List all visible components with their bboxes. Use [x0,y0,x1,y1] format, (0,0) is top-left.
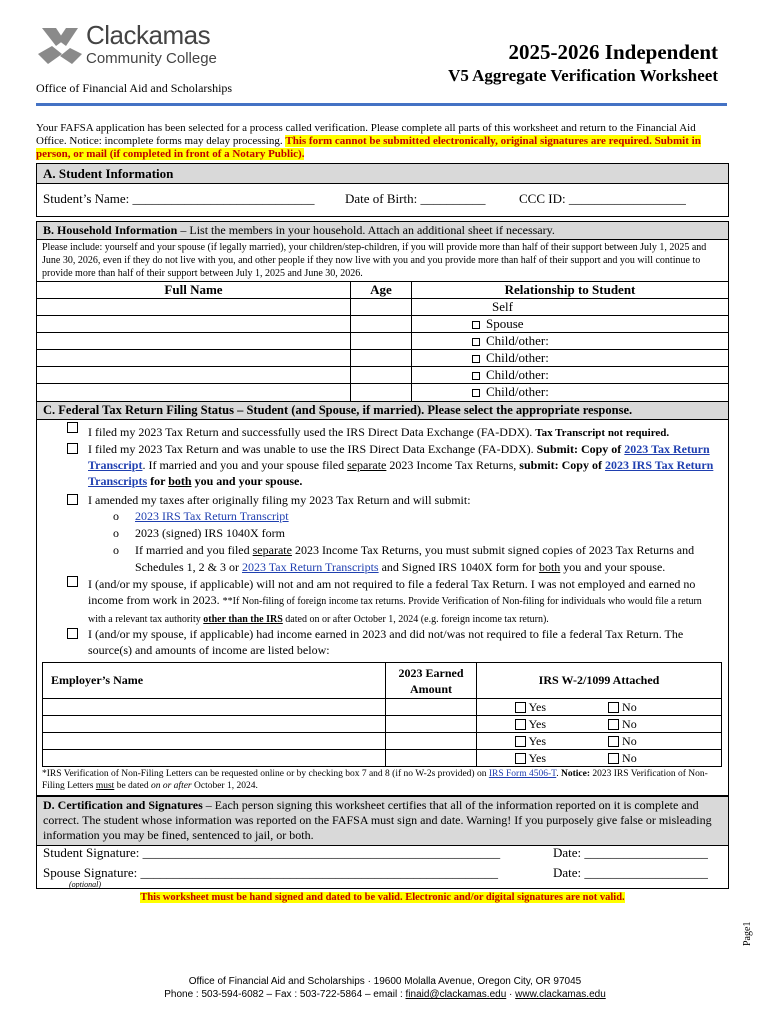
col-relationship: Relationship to Student [412,282,729,299]
checkbox-option-3[interactable] [67,494,78,505]
col-employer: Employer’s Name [43,663,386,699]
table-row[interactable] [43,699,386,716]
checkbox-option-5[interactable] [67,628,78,639]
page-title: 2025-2026 Independent [508,40,718,64]
dob-field[interactable]: Date of Birth: __________ [345,191,486,206]
tax-transcript-link[interactable]: 2023 Tax Return Transcript [88,442,710,472]
checkbox-option-4[interactable] [67,576,78,587]
student-signature-field[interactable]: Student Signature: _______________________________________________________ [43,845,501,860]
option-3: I amended my taxes after originally filing my 2023 Tax Return and will submit: [67,492,717,508]
table-row[interactable] [43,716,386,733]
section-c [36,401,729,796]
no-checkbox[interactable] [608,736,619,747]
section-d [36,796,729,889]
section-b [36,221,729,402]
no-checkbox[interactable] [608,753,619,764]
signature-warning: This worksheet must be hand signed and dated to be valid. Electronic and/or digital signatures are not valid. [140,892,625,903]
header-rule [36,103,727,106]
checkbox[interactable] [472,355,480,363]
table-row[interactable] [37,299,351,316]
email-link[interactable]: finaid@clackamas.edu [405,989,507,1000]
yes-checkbox[interactable] [515,702,526,713]
intro-warning: This form cannot be submitted electronically, original signatures are required. Submit in person, or mail (if completed in front of a Notary Public). [36,135,701,160]
yes-checkbox[interactable] [515,736,526,747]
logo-name: Clackamas [86,20,211,50]
col-w2: IRS W-2/1099 Attached [477,663,722,699]
option-5: I (and/or my spouse, if applicable) had income earned in 2023 and did not/was not required to file a federal Tax Return. The source(s) and amounts of income are listed below: [67,626,717,658]
option-3-bullets: o 2023 IRS Tax Return Transcript o 2023 (signed) IRS 1040X form o If married and you filed separate 2023 Income Tax Returns, you must submit signed copies of 2023 Tax Returns and Schedules 1, 2 & 3 or 2023 Tax Return Transcripts and Signed IRS 1040X form for both you and your spouse. [113,509,695,574]
irs-form-4506t-link[interactable]: IRS Form 4506-T [488,769,557,779]
col-earned: 2023 Earned Amount [386,663,477,699]
logo-mark-icon [36,24,84,68]
no-checkbox[interactable] [608,719,619,730]
checkbox[interactable] [472,372,480,380]
table-row[interactable] [37,384,351,401]
website-link[interactable]: www.clackamas.edu [515,989,606,1000]
income-table: Employer’s Name 2023 Earned Amount IRS W-2/1099 Attached Yes No Yes No Yes No Yes No [42,662,722,767]
household-instructions: Please include: yourself and your spouse (if legally married), your children/step-children, if you will provide more than half of their support between July 1, 2025 and June 30, 2026, even if they do not live with you, and other people if they now live with you and you provide more than half of their support and you will continue to provide more than half of their support between July 1, 2025 and June 30, 2026. [42,242,707,279]
section-b-title: B. Household Information – List the members in your household. Attach an additional sheet if necessary. [37,222,728,240]
footer-contact: Phone : 503-594-6082 – Fax : 503-722-5864 – email : finaid@clackamas.edu · www.clackamas.edu [164,989,606,1000]
checkbox[interactable] [472,389,480,397]
spouse-date-field[interactable]: Date: ___________________ [553,865,708,880]
table-row[interactable] [37,316,351,333]
table-row[interactable] [37,367,351,384]
col-age: Age [351,282,412,299]
amended-transcript-link[interactable]: 2023 IRS Tax Return Transcript [135,509,289,523]
table-row[interactable] [43,750,386,767]
checkbox-option-2[interactable] [67,443,78,454]
checkbox[interactable] [472,338,480,346]
page-number: Page1 [742,921,753,946]
student-date-field[interactable]: Date: ___________________ [553,845,708,860]
household-table: Full Name Age Relationship to Student Self Spouse Child/other: Child/other: Child/other: Child/other: [37,281,728,401]
footer-address: Office of Financial Aid and Scholarships · 19600 Molalla Avenue, Oregon City, OR 97045 [188,976,582,987]
checkbox[interactable] [472,321,480,329]
spouse-signature-field[interactable]: Spouse Signature: _______________________________________________________ [43,865,498,880]
checkbox-option-1[interactable] [67,422,78,433]
logo [36,20,236,74]
ccc-id-field[interactable]: CCC ID: __________________ [519,191,686,206]
intro-text: Your FAFSA application has been selected for a process called verification. Please complete all parts of this worksheet and return to the Financial Aid Office. Notice: incomplete forms may delay processing. This form cannot be submitted electronically, original signatures are required. Submit in person, or mail (if completed in front of a Notary Public). [36,122,701,160]
amended-transcripts-link[interactable]: 2023 Tax Return Transcripts [242,560,379,574]
non-filing-note: *IRS Verification of Non-Filing Letters can be requested online or by checking box 7 and 8 (if no W-2s provided) on IRS Form 4506-T. Notice: 2023 IRS Verification of Non-Filing Letters must be dated on or after October 1, 2024. [42,769,708,791]
office-name: Office of Financial Aid and Scholarships [36,81,233,95]
section-c-title: C. Federal Tax Return Filing Status – Student (and Spouse, if married). Please select the appropriate response. [37,402,728,420]
option-2: I filed my 2023 Tax Return and was unable to use the IRS Direct Data Exchange (FA-DDX). Submit: Copy of 2023 Tax Return Transcript. If married and you and your spouse filed separate 2023 Income Tax Returns, submit: Copy of 2023 IRS Tax Return Transcripts for both you and your spouse. [67,441,717,489]
table-row[interactable] [37,350,351,367]
table-row[interactable] [43,733,386,750]
option-1: I filed my 2023 Tax Return and successfully used the IRS Direct Data Exchange (FA-DDX). Tax Transcript not required. [67,424,717,441]
section-a-title: A. Student Information [37,164,728,184]
yes-checkbox[interactable] [515,753,526,764]
yes-checkbox[interactable] [515,719,526,730]
section-a [36,163,729,217]
certification-text: D. Certification and Signatures – Each person signing this worksheet certifies that all of the information reported on it is complete and correct. The student whose information was reported on the FAFSA must sign and date. Warning! If you purposely give false or misleading information you may be fined, sentenced to jail, or both. [37,797,728,846]
irs-transcripts-link[interactable]: 2023 IRS Tax Return Transcripts [88,458,714,488]
option-4: I (and/or my spouse, if applicable) will not and am not required to file a federal Tax Return. I was not employed and earned no income from work in 2023. **If Non-filing of foreign income tax returns. Provide Verification of Non-filing for individuals who would file a return with a relevant tax authority other than the IRS dated on or after October 1, 2024 (e.g. foreign income tax return). [67,576,717,628]
col-full-name: Full Name [37,282,351,299]
logo-subname: Community College [86,50,217,67]
student-name-field[interactable]: Student’s Name: ____________________________ [43,191,315,206]
page-subtitle: V5 Aggregate Verification Worksheet [448,66,718,85]
table-row[interactable] [37,333,351,350]
optional-label: (optional) [69,880,101,889]
no-checkbox[interactable] [608,702,619,713]
